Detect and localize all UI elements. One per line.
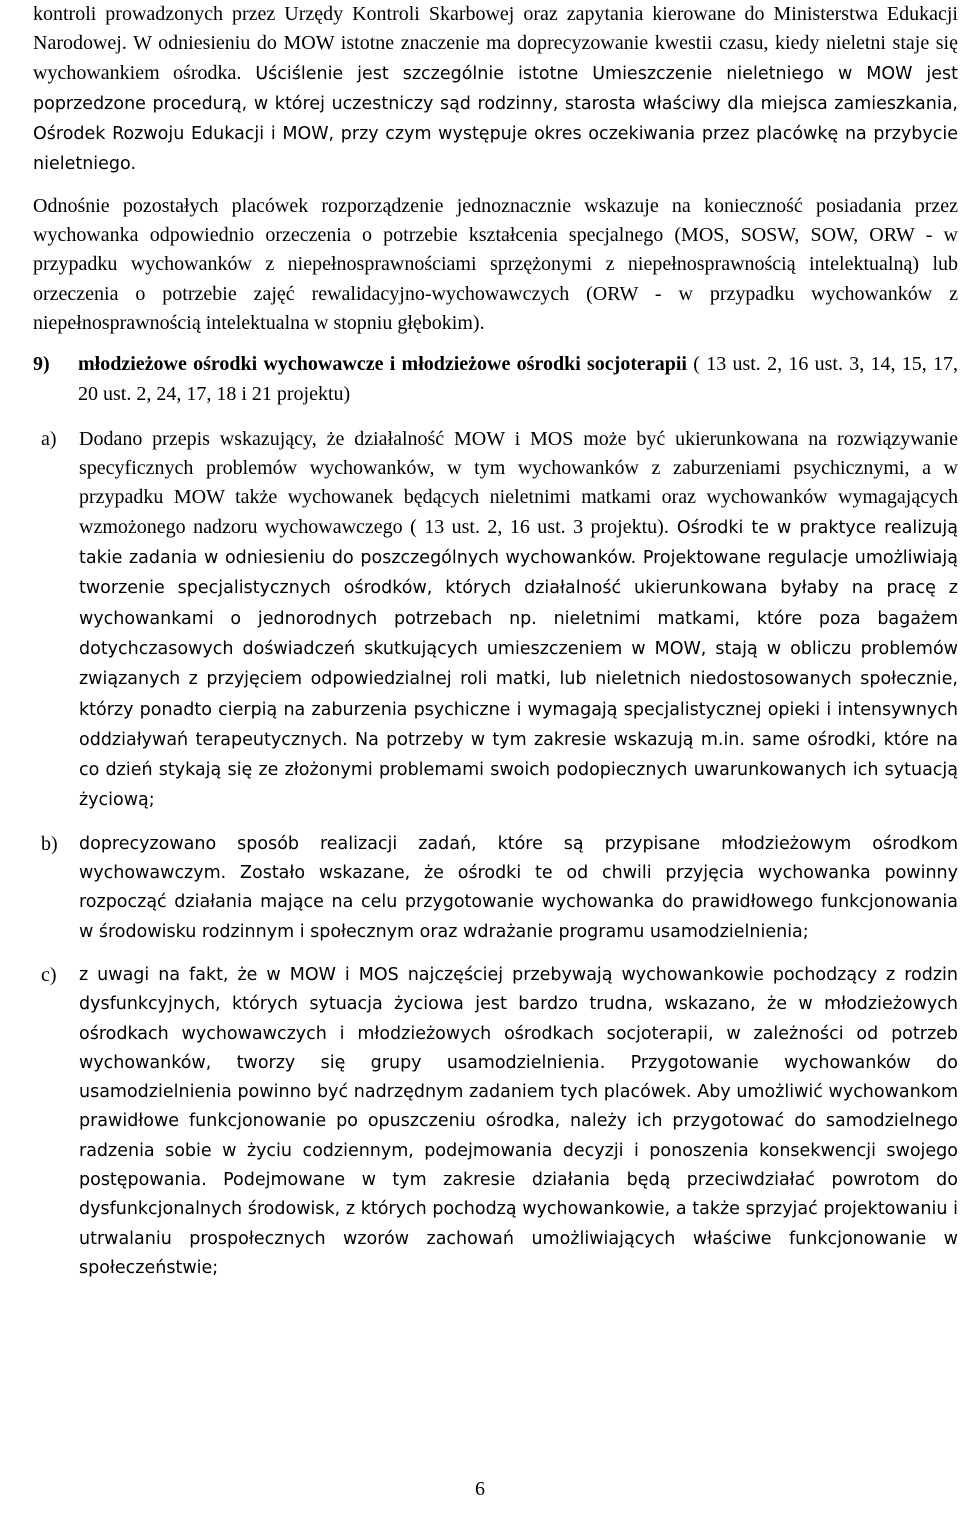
- list-item-a-letter: a): [41, 427, 57, 450]
- page-number: 6: [475, 1478, 485, 1500]
- list-item-b-text: doprecyzowano sposób realizacji zadań, które są przypisane młodzieżowym ośrodkom wychowawczym. Zostało wskazane, że ośrodki te od chwili przyjęcia wychowanka powinny rozpocząć działania mające na celu przygotowanie wychowanka do prawidłowego funkcjonowania w środowisku rodzinnym i społecznym oraz wdrażanie programu usamodzielnienia;: [79, 833, 958, 942]
- list-item-c-letter: c): [41, 963, 57, 986]
- list-item-a-serif: Dodano przepis wskazujący, że działalność MOW i MOS może być ukierunkowana na rozwiązywanie specyficznych problemów wychowanków, w tym wychowanków z zaburzeniami psychicznymi, a w przypadku MOW także wychowanek będących nieletnimi matkami oraz wychowanków wymagających wzmożonego nadzoru wychowawczego ( 13 ust. 2, 16 ust. 3 projektu).: [79, 427, 958, 538]
- paragraph-intro-serif: kontroli prowadzonych przez Urzędy Kontroli Skarbowej oraz zapytania kierowane do Ministerstwa Edukacji Narodowej. W odniesieniu do MOW istotne znaczenie ma doprecyzowanie kwestii czasu, kiedy nieletni staje się wychowankiem ośrodka.: [33, 3, 958, 84]
- section-9-number: 9): [33, 353, 50, 376]
- section-9: [33, 350, 958, 409]
- list-item-b-letter: b): [41, 832, 58, 855]
- list-item-a: [41, 425, 958, 816]
- list-item-b: [41, 830, 958, 947]
- section-9-heading: [78, 350, 958, 409]
- list-item-a-sans: Ośrodki te w praktyce realizują takie zadania w odniesieniu do poszczególnych wychowanków. Projektowane regulacje umożliwiają tworzenie specjalistycznych ośrodków, których działalność ukierunkowana byłaby na pracę z wychowankami o jednorodnych potrzebach np. nieletnimi matkami, które poza bagażem dotychczasowych doświadczeń skutkujących umieszczeniem w MOW, stają w obliczu problemów związanych z przyjęciem odpowiedzialnej roli matki, lub nieletnich niedostosowanych społecznie, którzy ponadto cierpią na zaburzenia psychiczne i wymagają specjalistycznej opieki i intensywnych oddziaływań terapeutycznych. Na potrzeby w tym zakresie wskazują m.in. same ośrodki, które na co dzień stykają się ze złożonymi problemami swoich podopiecznych uwarunkowanych ich sytuacją życiową;: [79, 517, 958, 811]
- paragraph-intro-sans: Uściślenie jest szczególnie istotne Umieszczenie nieletniego w MOW jest poprzedzone procedurą, w której uczestniczy sąd rodzinny, starosta właściwy dla miejsca zamieszkania, Ośrodek Rozwoju Edukacji i MOW, przy czym występuje okres oczekiwania przez placówkę na przybycie nieletniego.: [33, 63, 959, 175]
- list-item-a-text: [79, 425, 958, 816]
- paragraph-intro: [33, 0, 958, 180]
- document-page: [33, 0, 958, 1283]
- paragraph-other-institutions: Odnośnie pozostałych placówek rozporządzenie jednoznacznie wskazuje na konieczność posiadania przez wychowanka odpowiednio orzeczenia o potrzebie kształcenia specjalnego (MOS, SOSW, SOW, ORW - w przypadku wychowanków z niepełnosprawnościami sprzężonymi z niepełnosprawnością intelektualną) lub orzeczenia o potrzebie zajęć rewalidacyjno-wychowawczych (ORW - w przypadku wychowanków z niepełnosprawnością intelektualna w stopniu głębokim).: [33, 194, 958, 334]
- list-item-c-text: z uwagi na fakt, że w MOW i MOS najczęściej przebywają wychowankowie pochodzący z rodzin dysfunkcyjnych, których sytuacja życiowa jest bardzo trudna, wskazano, że w młodzieżowych ośrodkach wychowawczych i młodzieżowych ośrodkach socjoterapii, w zależności od potrzeb wychowanków, tworzy się grupy usamodzielnienia. Przygotowanie wychowanków do usamodzielnienia powinno być nadrzędnym zadaniem tych placówek. Aby umożliwić wychowankom prawidłowe funkcjonowanie po opuszczeniu ośrodka, należy ich przygotować do samodzielnego radzenia sobie w życiu codziennym, podejmowania decyzji i ponoszenia konsekwencji swojego postępowania. Podejmowane w tym zakresie działania będą przeciwdziałać powrotom do dysfunkcjonalnych środowisk, z których pochodzą wychowankowie, a także sprzyjać projektowaniu i utrwalaniu prospołecznych wzorów zachowań umożliwiających właściwe funkcjonowanie w społeczeństwie;: [79, 964, 958, 1278]
- list-item-c: [41, 961, 958, 1283]
- section-9-refs: ( 13 ust. 2, 16 ust. 3, 14, 15, 17, 20 ust. 2, 24, 17, 18 i 21 projektu): [78, 353, 959, 405]
- section-9-title: młodzieżowe ośrodki wychowawcze i młodzieżowe ośrodki socjoterapii: [78, 353, 687, 376]
